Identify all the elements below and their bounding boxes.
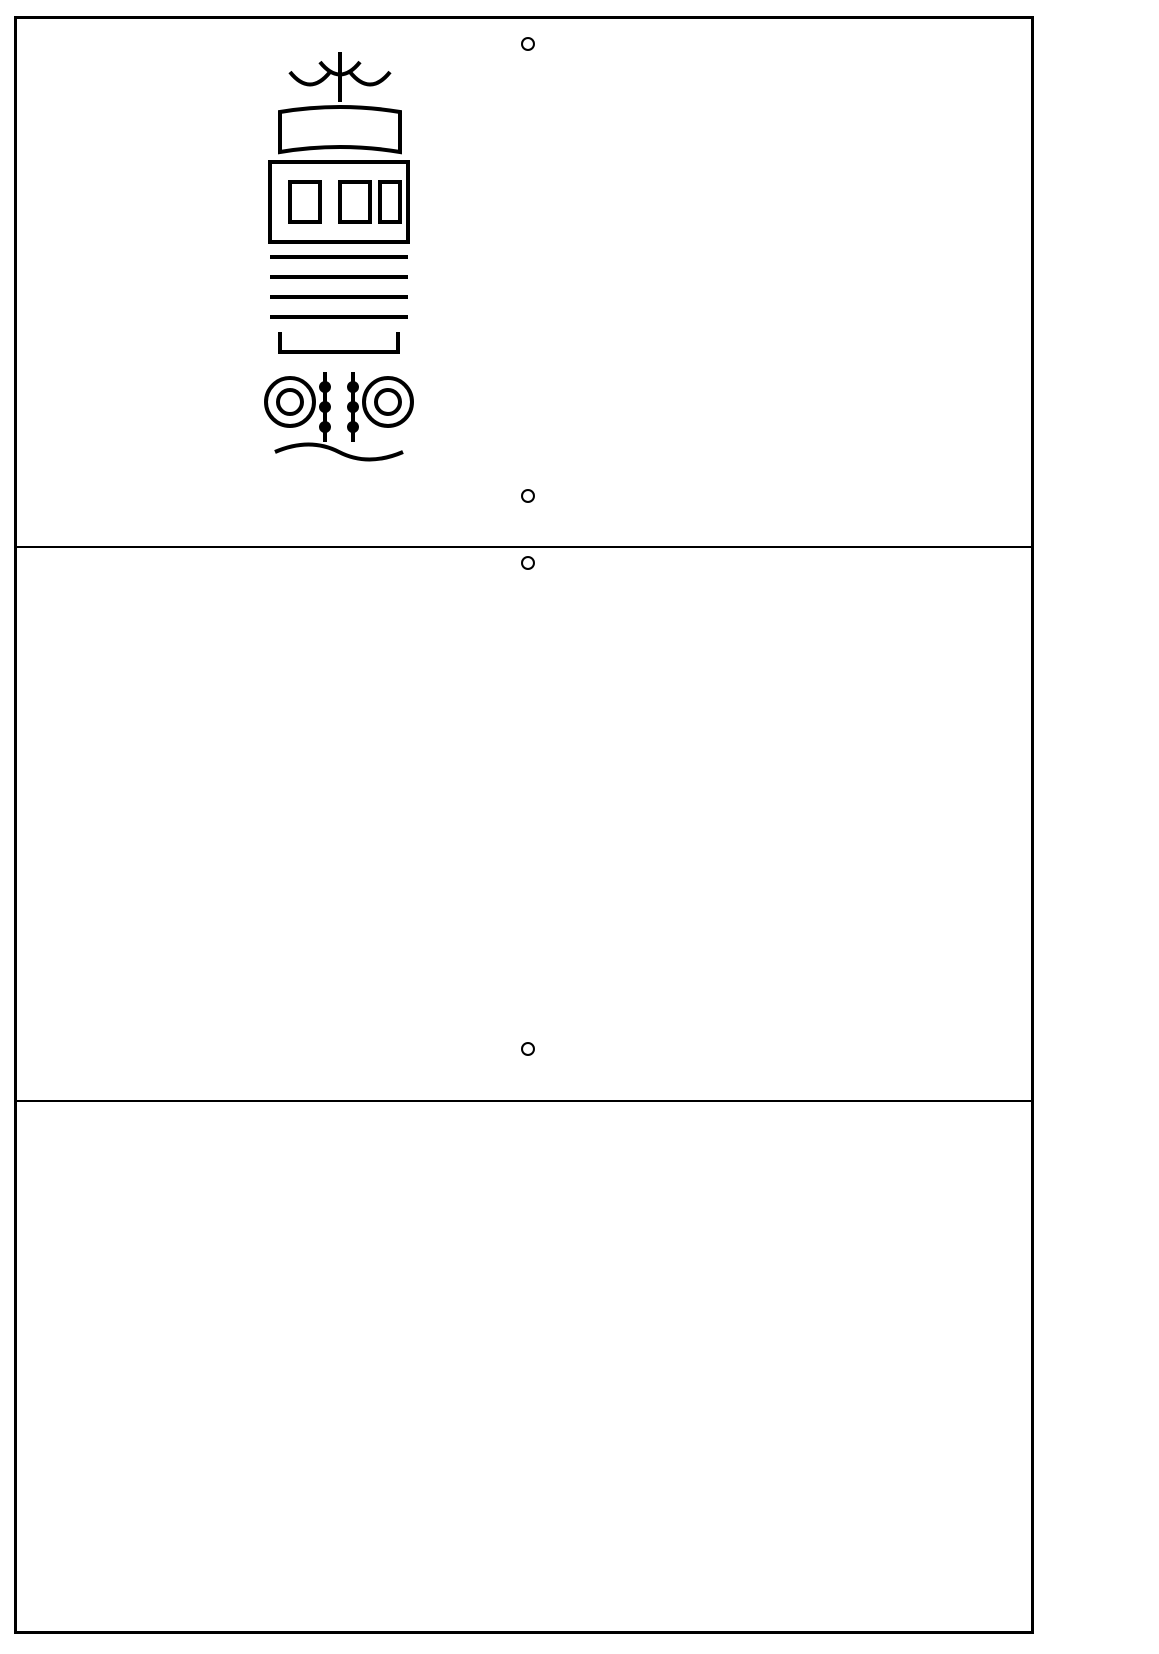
text-column [747,552,807,1092]
text-column [37,37,97,537]
text-column [639,37,699,537]
text-column [477,79,537,539]
text-column [909,552,969,1092]
section-mark [521,556,535,570]
text-column [315,552,375,1092]
section-mark [521,37,535,51]
text-column [855,37,915,537]
talisman-seal [249,41,429,473]
text-column [801,552,861,1092]
text-column [963,552,1023,1092]
text-column [423,552,483,1092]
text-column [747,37,807,537]
text-column [585,37,645,537]
text-column [369,552,429,1092]
text-column [145,37,205,537]
text-column [199,37,259,537]
panel-middle [17,548,1031,1099]
text-column [45,552,105,1092]
talisman-seal-icon [250,42,428,472]
text-column [963,37,1023,537]
text-column [639,552,699,1092]
text-column [477,552,537,1092]
text-column [207,552,267,1092]
text-column [99,552,159,1092]
text-column [693,37,753,537]
text-column [585,552,645,1092]
text-column [801,37,861,537]
panel-divider-2 [14,1100,1034,1102]
text-column [423,37,483,537]
text-column [531,552,591,1092]
section-mark [521,489,535,503]
text-column [693,552,753,1092]
panel-top [17,19,1031,545]
text-column [91,37,151,537]
text-column [909,37,969,537]
section-mark [521,1042,535,1056]
text-column [531,37,591,537]
text-column [855,552,915,1092]
text-column [261,552,321,1092]
text-column [153,552,213,1092]
